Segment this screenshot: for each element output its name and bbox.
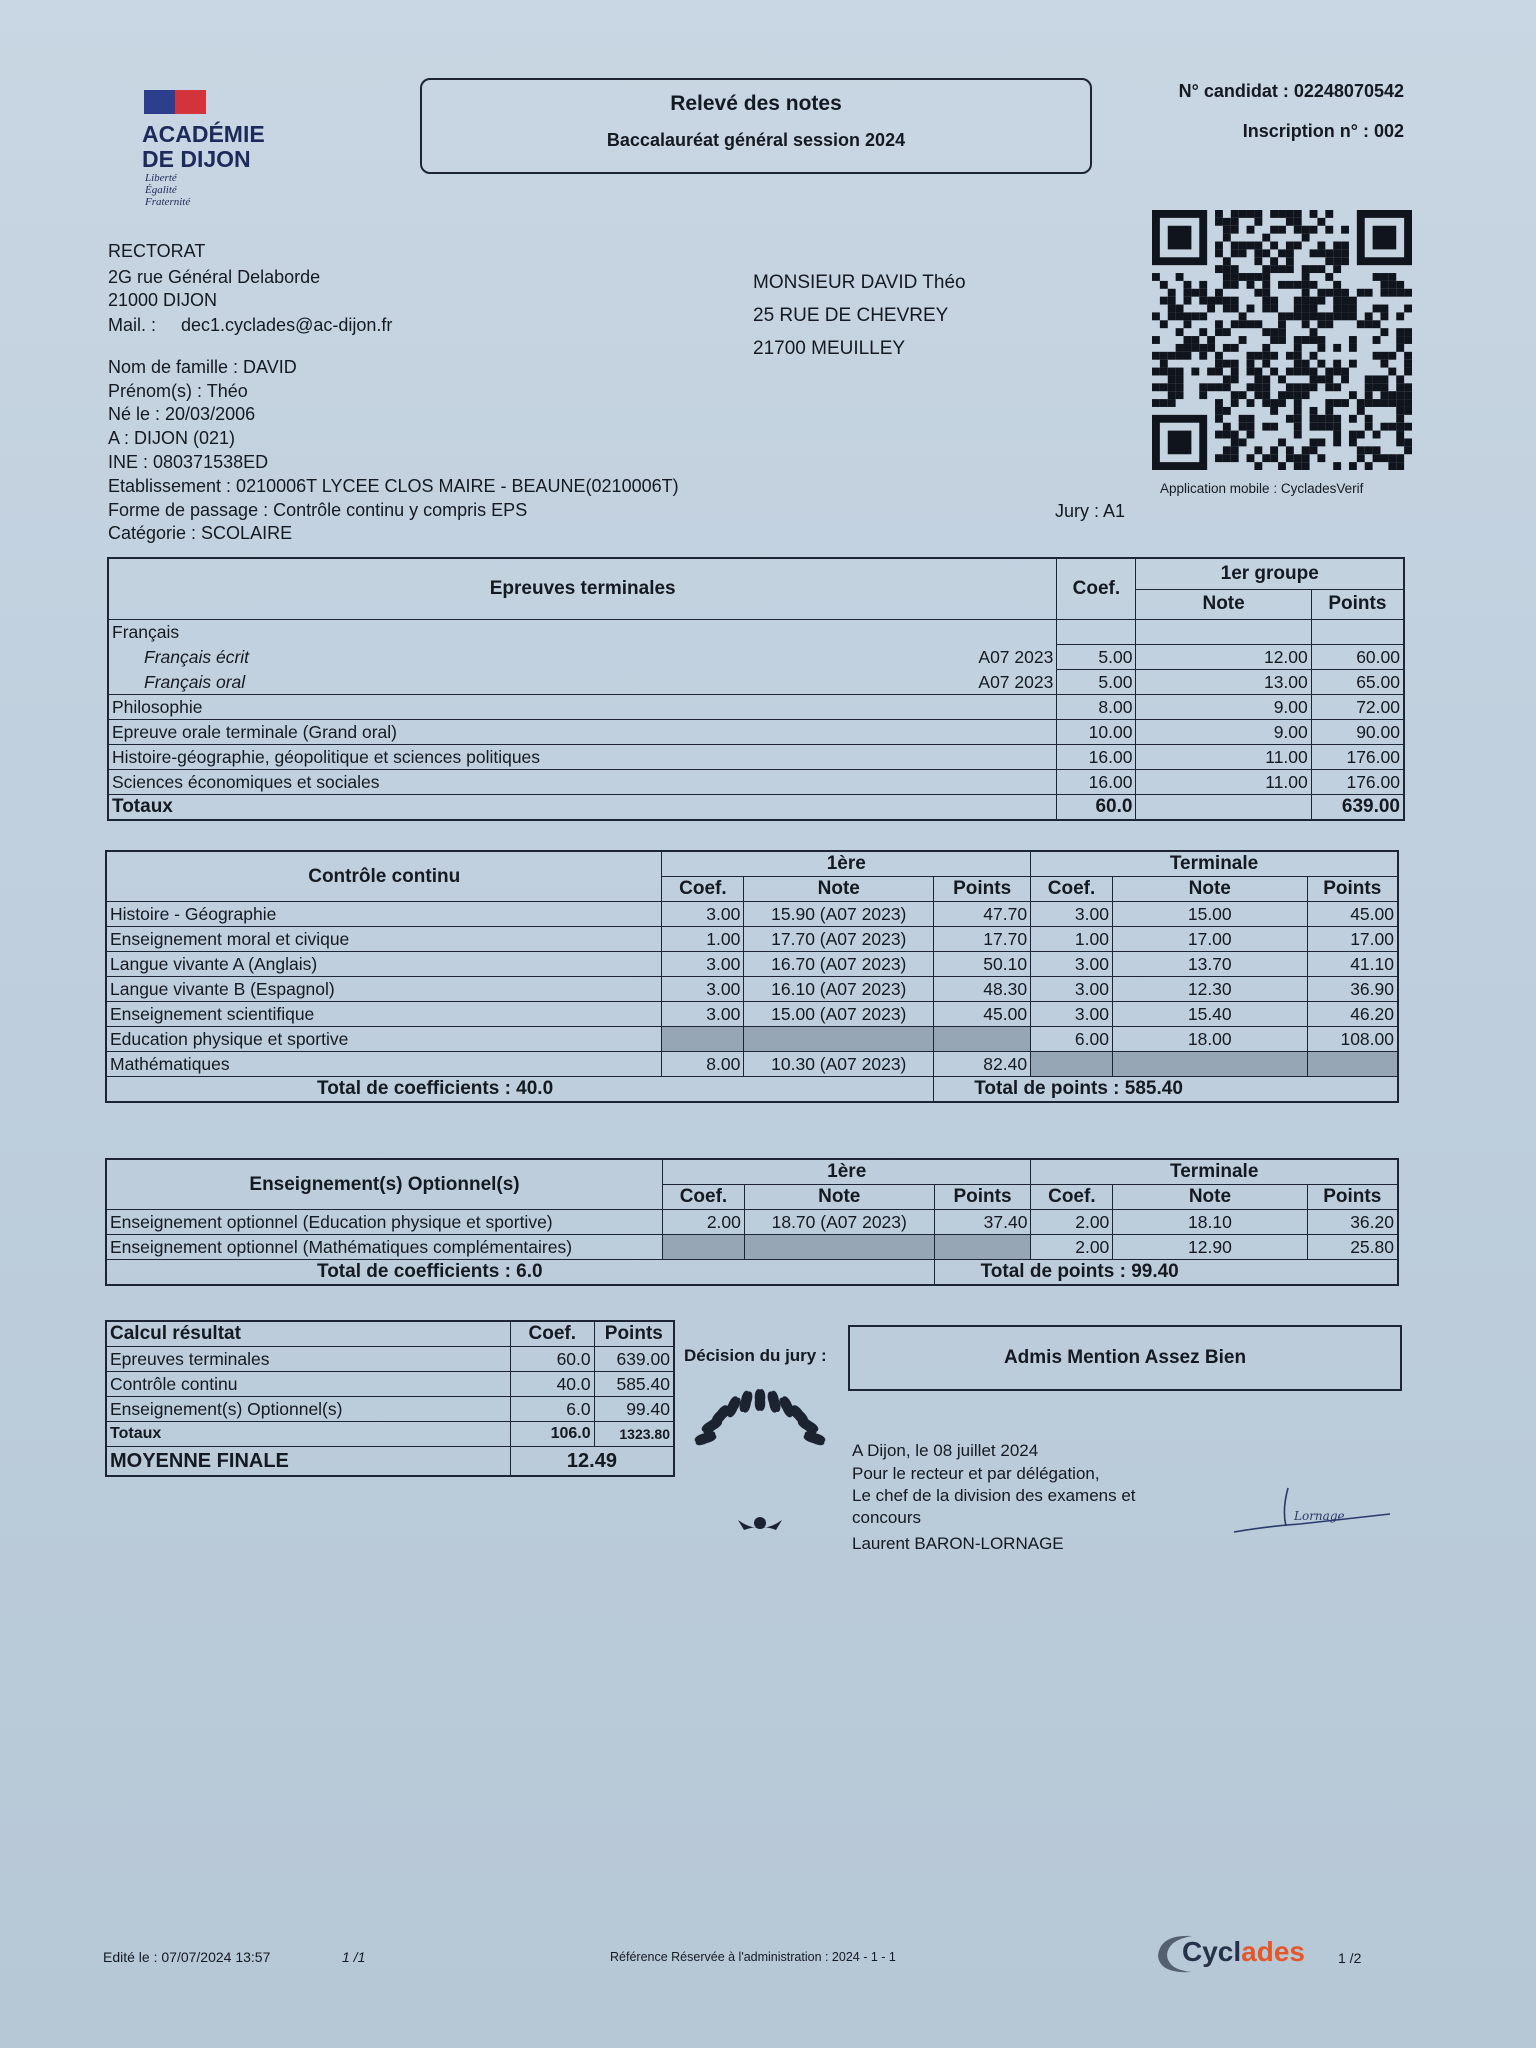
terminal-header-coef: Coef. [1057, 558, 1136, 620]
candidate-prenom: Prénom(s) : Théo [108, 381, 248, 401]
terminal-total-label: Totaux [108, 795, 1057, 821]
terminal-session: A07 2023 [907, 670, 1056, 695]
recipient-line-1: MONSIEUR DAVID Théo [753, 272, 966, 293]
jury-decision-value: Admis Mention Assez Bien [1003, 1347, 1247, 1368]
motto-egalite: Égalité [145, 184, 177, 196]
handwritten-signature [1230, 1480, 1400, 1540]
continu-points-2: 108.00 [1307, 1027, 1398, 1052]
terminal-cell-empty [1311, 620, 1404, 645]
continu-note-1: 10.30 (A07 2023) [744, 1052, 934, 1077]
continu-note-1: 16.10 (A07 2023) [744, 977, 934, 1002]
terminal-note: 12.00 [1136, 645, 1311, 670]
continu-points-2 [1307, 1052, 1398, 1077]
continu-subject: Enseignement moral et civique [106, 927, 662, 952]
jury-id: Jury : A1 [1055, 501, 1126, 521]
optionnel-points-2: 25.80 [1307, 1235, 1398, 1260]
terminal-rows [108, 645, 1404, 795]
optionnel-total-points: Total de points : 99.40 [934, 1260, 1398, 1286]
continu-note-2: 15.40 [1112, 1002, 1307, 1027]
continu-coef-1: 3.00 [662, 902, 744, 927]
terminal-row [108, 770, 1404, 795]
optionnel-coef-2: 2.00 [1031, 1235, 1113, 1260]
calcul-points: 99.40 [594, 1397, 674, 1422]
terminal-points: 60.00 [1311, 645, 1404, 670]
footer-page-right: 1 /2 [1338, 1950, 1362, 1966]
continu-note-1: 16.70 (A07 2023) [744, 952, 934, 977]
terminal-header-note: Note [1136, 589, 1311, 619]
calcul-total-label: Totaux [106, 1422, 510, 1447]
continu-header-points-1: Points [934, 877, 1031, 902]
optionnel-header-note-2: Note [1113, 1185, 1307, 1210]
terminal-header-group: 1er groupe [1136, 558, 1404, 589]
footer-edited-date: Edité le : 07/07/2024 13:57 [103, 1949, 271, 1965]
signature-line-2: Pour le recteur et par délégation, [852, 1464, 1100, 1483]
calcul-header-points: Points [594, 1321, 674, 1347]
optionnel-header-coef-2: Coef. [1031, 1185, 1113, 1210]
continu-header-coef-1: Coef. [662, 877, 744, 902]
continu-coef-2: 6.00 [1031, 1027, 1113, 1052]
calcul-label: Epreuves terminales [106, 1347, 510, 1372]
signature-line-4: concours [852, 1508, 921, 1527]
optionnel-total-coef: Total de coefficients : 6.0 [106, 1260, 934, 1286]
calcul-total-points: 1323.80 [594, 1422, 674, 1447]
terminal-exams-table [107, 557, 1405, 821]
optionnel-points-1 [934, 1235, 1031, 1260]
sender-mail-label: Mail. : [108, 315, 157, 335]
continuous-assessment-table [105, 850, 1399, 1103]
optionnel-header-note-1: Note [744, 1185, 934, 1210]
terminal-subject: Français oral [108, 670, 907, 695]
continu-points-2: 45.00 [1307, 902, 1398, 927]
terminal-subject: Histoire-géographie, géopolitique et sciences politiques [108, 745, 1057, 770]
calcul-points: 585.40 [594, 1372, 674, 1397]
calcul-coef: 40.0 [510, 1372, 594, 1397]
continu-points-2: 36.90 [1307, 977, 1398, 1002]
continu-subject: Enseignement scientifique [106, 1002, 662, 1027]
document-subtitle: Baccalauréat général session 2024 [606, 130, 906, 150]
optionnel-coef-1: 2.00 [663, 1210, 745, 1235]
jury-decision-box [848, 1325, 1402, 1391]
terminal-note: 13.00 [1136, 670, 1311, 695]
terminal-subject: Philosophie [108, 695, 1057, 720]
continu-rows [106, 902, 1398, 1077]
terminal-points: 65.00 [1311, 670, 1404, 695]
motto-liberte: Liberté [145, 172, 177, 184]
terminal-total-coef: 60.0 [1057, 795, 1136, 821]
terminal-row [108, 645, 1404, 670]
signature-text: Lornage [1294, 1509, 1345, 1523]
continu-row [106, 977, 1398, 1002]
continu-points-2: 46.20 [1307, 1002, 1398, 1027]
continu-subject: Histoire - Géographie [106, 902, 662, 927]
continu-row [106, 952, 1398, 977]
document-title: Relevé des notes [670, 92, 842, 115]
optionnel-subject: Enseignement optionnel (Education physique et sportive) [106, 1210, 663, 1235]
terminal-coef: 10.00 [1057, 720, 1136, 745]
continu-header-terminale: Terminale [1031, 851, 1398, 877]
republic-motto [145, 172, 190, 208]
terminal-points: 90.00 [1311, 720, 1404, 745]
continu-coef-2: 3.00 [1031, 977, 1113, 1002]
optionnel-subject: Enseignement optionnel (Mathématiques complémentaires) [106, 1235, 663, 1260]
continu-note-2: 15.00 [1112, 902, 1307, 927]
terminal-points: 176.00 [1311, 770, 1404, 795]
terminal-header-title: Epreuves terminales [108, 558, 1057, 620]
footer-page-left: 1 /1 [342, 1949, 366, 1965]
recipient-line-3: 21700 MEUILLEY [753, 338, 906, 359]
signer-name: Laurent BARON-LORNAGE [852, 1534, 1064, 1553]
continu-coef-1: 1.00 [662, 927, 744, 952]
candidate-number: N° candidat : 02248070542 [1178, 81, 1404, 101]
moyenne-finale-value: 12.49 [510, 1447, 674, 1477]
terminal-row [108, 745, 1404, 770]
terminal-total-empty [1136, 795, 1311, 821]
calcul-header-title: Calcul résultat [106, 1321, 510, 1347]
optional-subjects-table [105, 1158, 1399, 1286]
continu-note-1: 17.70 (A07 2023) [744, 927, 934, 952]
optionnel-rows [106, 1210, 1398, 1260]
optionnel-note-2: 12.90 [1113, 1235, 1307, 1260]
footer-reference: Référence Réservée à l'administration : 2024 - 1 - 1 [610, 1950, 896, 1964]
result-calculation-table [105, 1320, 675, 1477]
continu-points-1: 82.40 [934, 1052, 1031, 1077]
calcul-label: Enseignement(s) Optionnel(s) [106, 1397, 510, 1422]
continu-header-points-2: Points [1307, 877, 1398, 902]
optionnel-header-points-1: Points [934, 1185, 1031, 1210]
motto-fraternite: Fraternité [145, 196, 191, 208]
candidate-birthplace: A : DIJON (021) [108, 428, 236, 448]
continu-row [106, 1002, 1398, 1027]
terminal-coef: 5.00 [1057, 670, 1136, 695]
terminal-coef: 16.00 [1057, 770, 1136, 795]
optionnel-coef-2: 2.00 [1031, 1210, 1113, 1235]
continu-total-points: Total de points : 585.40 [934, 1077, 1398, 1103]
terminal-group-label: Français [108, 620, 1057, 645]
moyenne-finale-label: MOYENNE FINALE [106, 1447, 510, 1477]
terminal-coef: 5.00 [1057, 645, 1136, 670]
continu-subject: Langue vivante B (Espagnol) [106, 977, 662, 1002]
continu-note-2: 12.30 [1112, 977, 1307, 1002]
continu-points-1: 45.00 [934, 1002, 1031, 1027]
continu-note-2 [1112, 1052, 1307, 1077]
terminal-subject: Sciences économiques et sociales [108, 770, 1057, 795]
optionnel-row [106, 1210, 1398, 1235]
continu-note-1: 15.00 (A07 2023) [744, 1002, 934, 1027]
terminal-session: A07 2023 [907, 645, 1056, 670]
document-title-box [420, 78, 1092, 174]
continu-note-2: 13.70 [1112, 952, 1307, 977]
continu-note-2: 18.00 [1112, 1027, 1307, 1052]
terminal-note: 11.00 [1136, 745, 1311, 770]
candidate-ine: INE : 080371538ED [108, 452, 269, 472]
sender-line-3: 21000 DIJON [108, 290, 218, 310]
continu-coef-1 [662, 1027, 744, 1052]
terminal-row [108, 670, 1404, 695]
continu-subject: Langue vivante A (Anglais) [106, 952, 662, 977]
optionnel-note-2: 18.10 [1113, 1210, 1307, 1235]
academie-logo-text [142, 122, 265, 172]
continu-coef-2: 3.00 [1031, 1002, 1113, 1027]
continu-header-coef-2: Coef. [1031, 877, 1113, 902]
continu-total-coef: Total de coefficients : 40.0 [106, 1077, 934, 1103]
continu-header-note-1: Note [744, 877, 934, 902]
candidate-etablissement: Etablissement : 0210006T LYCEE CLOS MAIRE - BEAUNE(0210006T) [108, 476, 679, 496]
terminal-cell-empty [1136, 620, 1311, 645]
continu-points-1: 47.70 [934, 902, 1031, 927]
terminal-row [108, 695, 1404, 720]
continu-points-1: 50.10 [934, 952, 1031, 977]
recipient-line-2: 25 RUE DE CHEVREY [753, 305, 949, 326]
calcul-points: 639.00 [594, 1347, 674, 1372]
continu-points-1: 17.70 [934, 927, 1031, 952]
continu-points-1 [934, 1027, 1031, 1052]
optionnel-header-first: 1ère [663, 1159, 1031, 1185]
terminal-note: 9.00 [1136, 695, 1311, 720]
cyclades-brand-part1: Cycl [1182, 1936, 1242, 1967]
calcul-rows [106, 1347, 674, 1422]
calcul-row [106, 1397, 674, 1422]
terminal-row [108, 720, 1404, 745]
sender-line-1: RECTORAT [108, 241, 206, 261]
optionnel-points-1: 37.40 [934, 1210, 1031, 1235]
continu-row [106, 1052, 1398, 1077]
terminal-cell-empty [1057, 620, 1136, 645]
cyclades-brand-part2: ades [1241, 1936, 1305, 1967]
terminal-total-points: 639.00 [1311, 795, 1404, 821]
calcul-header-coef: Coef. [510, 1321, 594, 1347]
sender-line-2: 2G rue Général Delaborde [108, 267, 321, 287]
optionnel-header-title: Enseignement(s) Optionnel(s) [106, 1159, 663, 1210]
marianne-flag-logo [144, 90, 206, 114]
terminal-coef: 16.00 [1057, 745, 1136, 770]
continu-header-title: Contrôle continu [106, 851, 662, 902]
terminal-note: 11.00 [1136, 770, 1311, 795]
continu-row [106, 902, 1398, 927]
continu-header-first: 1ère [662, 851, 1031, 877]
continu-coef-2 [1031, 1052, 1113, 1077]
continu-points-2: 17.00 [1307, 927, 1398, 952]
continu-subject: Education physique et sportive [106, 1027, 662, 1052]
terminal-subject: Epreuve orale terminale (Grand oral) [108, 720, 1057, 745]
optionnel-header-points-2: Points [1307, 1185, 1398, 1210]
candidate-forme-passage: Forme de passage : Contrôle continu y compris EPS [108, 500, 528, 520]
calcul-row [106, 1372, 674, 1397]
optionnel-note-1: 18.70 (A07 2023) [744, 1210, 934, 1235]
jury-decision-label: Décision du jury : [684, 1346, 827, 1365]
continu-coef-2: 3.00 [1031, 952, 1113, 977]
optionnel-header-coef-1: Coef. [663, 1185, 745, 1210]
continu-subject: Mathématiques [106, 1052, 662, 1077]
calcul-coef: 60.0 [510, 1347, 594, 1372]
candidate-nom: Nom de famille : DAVID [108, 357, 297, 377]
continu-coef-2: 1.00 [1031, 927, 1113, 952]
calcul-row [106, 1347, 674, 1372]
optionnel-points-2: 36.20 [1307, 1210, 1398, 1235]
qr-caption: Application mobile : CycladesVerif [1160, 481, 1364, 496]
calcul-total-coef: 106.0 [510, 1422, 594, 1447]
continu-note-2: 17.00 [1112, 927, 1307, 952]
optionnel-note-1 [744, 1235, 934, 1260]
continu-coef-1: 3.00 [662, 977, 744, 1002]
inscription-number: Inscription n° : 002 [1242, 121, 1404, 141]
continu-coef-2: 3.00 [1031, 902, 1113, 927]
continu-note-1: 15.90 (A07 2023) [744, 902, 934, 927]
laurel-wreath-seal [680, 1378, 840, 1538]
continu-row [106, 927, 1398, 952]
terminal-points: 176.00 [1311, 745, 1404, 770]
candidate-birthdate: Né le : 20/03/2006 [108, 404, 256, 424]
logo-line-1: ACADÉMIE [142, 121, 265, 147]
terminal-header-points: Points [1311, 589, 1404, 619]
continu-note-1 [744, 1027, 934, 1052]
continu-row [106, 1027, 1398, 1052]
sender-mail: dec1.cyclades@ac-dijon.fr [181, 315, 393, 335]
optionnel-coef-1 [663, 1235, 745, 1260]
cyclades-brand [1182, 1936, 1305, 1968]
signature-line-3: Le chef de la division des examens et [852, 1486, 1136, 1505]
continu-coef-1: 3.00 [662, 1002, 744, 1027]
optionnel-row [106, 1235, 1398, 1260]
continu-coef-1: 8.00 [662, 1052, 744, 1077]
signature-place-date: A Dijon, le 08 juillet 2024 [852, 1441, 1039, 1460]
qr-code [1150, 210, 1414, 470]
calcul-coef: 6.0 [510, 1397, 594, 1422]
logo-line-2: DE DIJON [142, 146, 251, 172]
calcul-label: Contrôle continu [106, 1372, 510, 1397]
continu-points-1: 48.30 [934, 977, 1031, 1002]
terminal-note: 9.00 [1136, 720, 1311, 745]
optionnel-header-terminale: Terminale [1031, 1159, 1398, 1185]
continu-points-2: 41.10 [1307, 952, 1398, 977]
candidate-categorie: Catégorie : SCOLAIRE [108, 523, 293, 543]
terminal-points: 72.00 [1311, 695, 1404, 720]
terminal-subject: Français écrit [108, 645, 907, 670]
continu-coef-1: 3.00 [662, 952, 744, 977]
terminal-coef: 8.00 [1057, 695, 1136, 720]
continu-header-note-2: Note [1112, 877, 1307, 902]
